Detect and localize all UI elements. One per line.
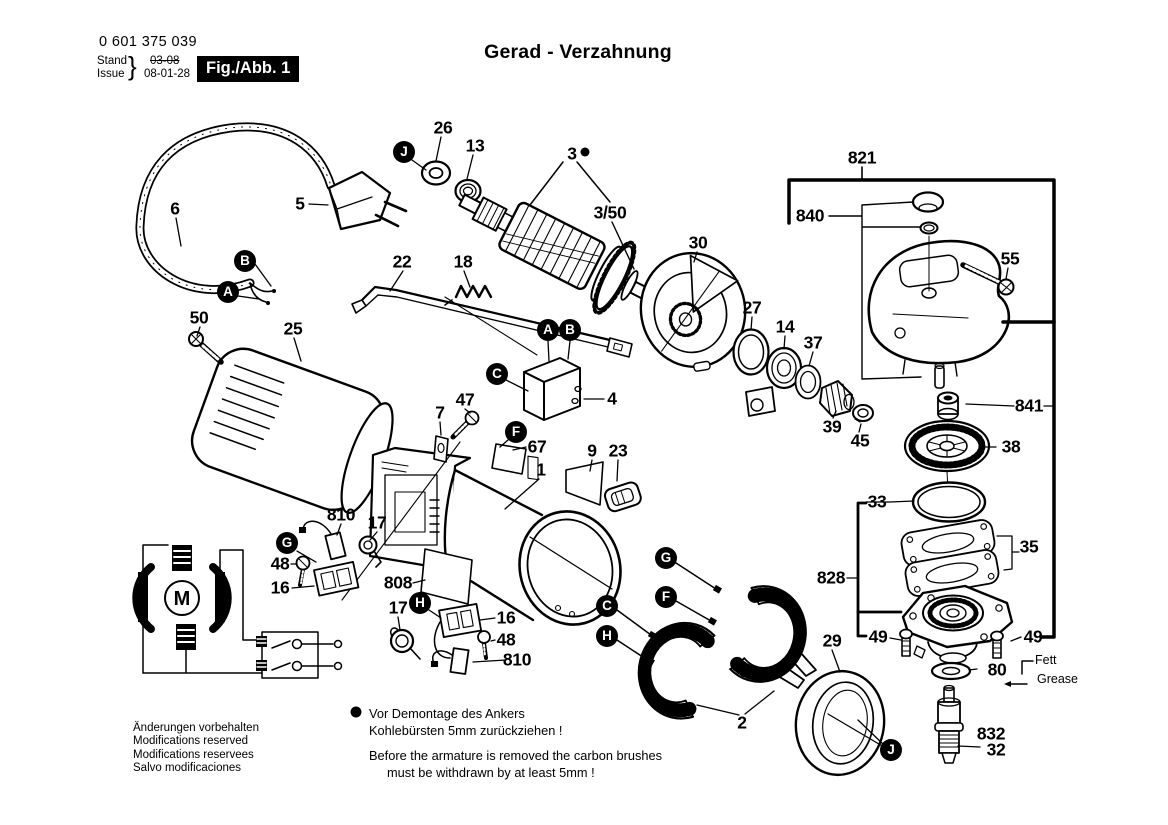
ref-badge-c-11: C <box>596 595 618 617</box>
notice-fr: Modifications reservees <box>133 748 254 761</box>
o-ring-33 <box>913 483 985 522</box>
part-label-35: 35 <box>1019 536 1039 557</box>
gasket-plates-35 <box>900 518 1001 597</box>
issue-label: Issue <box>97 68 125 80</box>
part-label-38: 38 <box>1001 436 1021 457</box>
notice-de: Änderungen vorbehalten <box>133 722 259 734</box>
part-label-23: 23 <box>608 440 628 461</box>
part-label-13: 13 <box>465 135 485 156</box>
ref-badge-a-0: A <box>217 281 239 303</box>
ref-badge-a-3: A <box>537 319 559 341</box>
part-label-25: 25 <box>283 318 303 339</box>
part-label-821: 821 <box>847 147 877 168</box>
rights-notices <box>133 722 259 776</box>
bushing-841 <box>938 393 958 420</box>
part-label-30: 30 <box>688 232 708 253</box>
issue-date: 08-01-28 <box>144 68 191 80</box>
part-label-33: 33 <box>867 491 887 512</box>
part-label-5: 5 <box>295 193 305 214</box>
switch-4 <box>524 358 581 480</box>
warning-bullet <box>351 707 362 718</box>
stand-issue-brace: } <box>128 51 137 81</box>
part-label-3: 3 <box>567 143 577 164</box>
ref-badge-f-6: F <box>505 421 527 443</box>
notice-en: Modifications reserved <box>133 735 249 748</box>
crown-gear-38 <box>905 421 989 489</box>
ref-badge-j-13: J <box>880 739 902 761</box>
stand-label: Stand <box>97 55 128 67</box>
part-label-808: 808 <box>383 572 413 593</box>
pin-stud <box>935 364 944 389</box>
part-label-7: 7 <box>435 402 445 423</box>
part-label-48a: 48 <box>270 553 290 574</box>
warning-de-line1: Vor Demontage des Ankers <box>369 706 525 721</box>
ref-badge-h-12: H <box>596 625 618 647</box>
grease-label-en: Grease <box>1037 672 1078 686</box>
washer-80 <box>932 663 970 679</box>
part-label-841: 841 <box>1014 395 1044 416</box>
part-label-37: 37 <box>803 332 823 353</box>
part-label-47: 47 <box>455 389 475 410</box>
wiring-schematic <box>136 545 341 678</box>
figure-number-box: Fig./Abb. 1 <box>197 56 299 82</box>
ref-badge-g-9: G <box>655 547 677 569</box>
part-label-832: 832 <box>976 723 1006 744</box>
part-label-26: 26 <box>433 117 453 138</box>
part-label-14: 14 <box>775 316 795 337</box>
warning-en-line1: Before the armature is removed the carbon brushes <box>369 748 663 763</box>
part-label-27: 27 <box>742 297 762 318</box>
ref-badge-j-2: J <box>393 141 415 163</box>
part-label-9: 9 <box>587 440 597 461</box>
warning-de-line2: Kohlebürsten 5mm zurückziehen ! <box>369 723 563 738</box>
part-label-18: 18 <box>453 251 473 272</box>
part-label-2: 2 <box>737 712 747 733</box>
part-label-17a: 17 <box>367 512 387 533</box>
part-label-22: 22 <box>392 251 412 272</box>
slider-button-23 <box>603 481 642 513</box>
part-label-49a: 49 <box>868 626 888 647</box>
part-label-67: 67 <box>527 436 547 457</box>
spindle-832 <box>935 686 963 764</box>
lock-nut-45 <box>853 405 873 422</box>
part-label-49b: 49 <box>1023 626 1043 647</box>
ref-badge-c-5: C <box>486 363 508 385</box>
part-label-840: 840 <box>795 205 825 226</box>
seal-ring-27 <box>734 330 769 375</box>
ref-badge-h-8: H <box>409 592 431 614</box>
part-label-50: 50 <box>189 307 209 328</box>
warning-en-line2: must be withdrawn by at least 5mm ! <box>387 765 595 780</box>
stand-issue-labels <box>97 55 127 81</box>
part-label-4: 4 <box>607 388 617 409</box>
gear-housing <box>869 236 1009 376</box>
motor-symbol: M <box>173 588 191 610</box>
bearing-block <box>746 387 775 416</box>
part-label-39: 39 <box>822 416 842 437</box>
screw-47 <box>453 412 479 438</box>
part-label-32: 32 <box>986 739 1006 760</box>
notice-es: Salvo modificaciones <box>133 762 242 775</box>
pinion-gear-39 <box>820 381 854 416</box>
ref-badge-f-10: F <box>655 586 677 608</box>
part-label-16a: 16 <box>270 577 290 598</box>
power-cord <box>140 127 331 305</box>
felt-washer-26 <box>422 162 450 185</box>
part-label-17b: 17 <box>388 597 408 618</box>
document-part-number: 0 601 375 039 <box>99 34 197 50</box>
wheel-guard-29 <box>778 652 891 781</box>
part-label-828: 828 <box>816 567 846 588</box>
part-label-29: 29 <box>822 630 842 651</box>
part-label-45: 45 <box>850 430 870 451</box>
part-label-55: 55 <box>1000 248 1020 269</box>
clip-7 <box>434 436 448 462</box>
ref-badge-b-1: B <box>234 250 256 272</box>
screw-50 <box>189 332 221 362</box>
part-label-48b: 48 <box>496 629 516 650</box>
page-title: Gerad - Verzahnung <box>484 41 672 63</box>
washer-37 <box>796 366 821 399</box>
part-label-810b: 810 <box>502 649 532 670</box>
part-label-3-50: 3/50 <box>593 202 627 223</box>
part-label-1: 1 <box>536 459 546 480</box>
part-label-16b: 16 <box>496 607 516 628</box>
ref-badge-g-7: G <box>276 532 298 554</box>
grease-label-de: Fett <box>1035 653 1057 667</box>
armature-note-dot <box>581 148 590 157</box>
superseded-date: 03-08 <box>150 55 180 67</box>
part-label-80: 80 <box>987 659 1007 680</box>
part-label-810a: 810 <box>326 504 356 525</box>
ref-badge-b-4: B <box>559 319 581 341</box>
part-label-6: 6 <box>170 198 180 219</box>
power-plug <box>329 172 406 229</box>
